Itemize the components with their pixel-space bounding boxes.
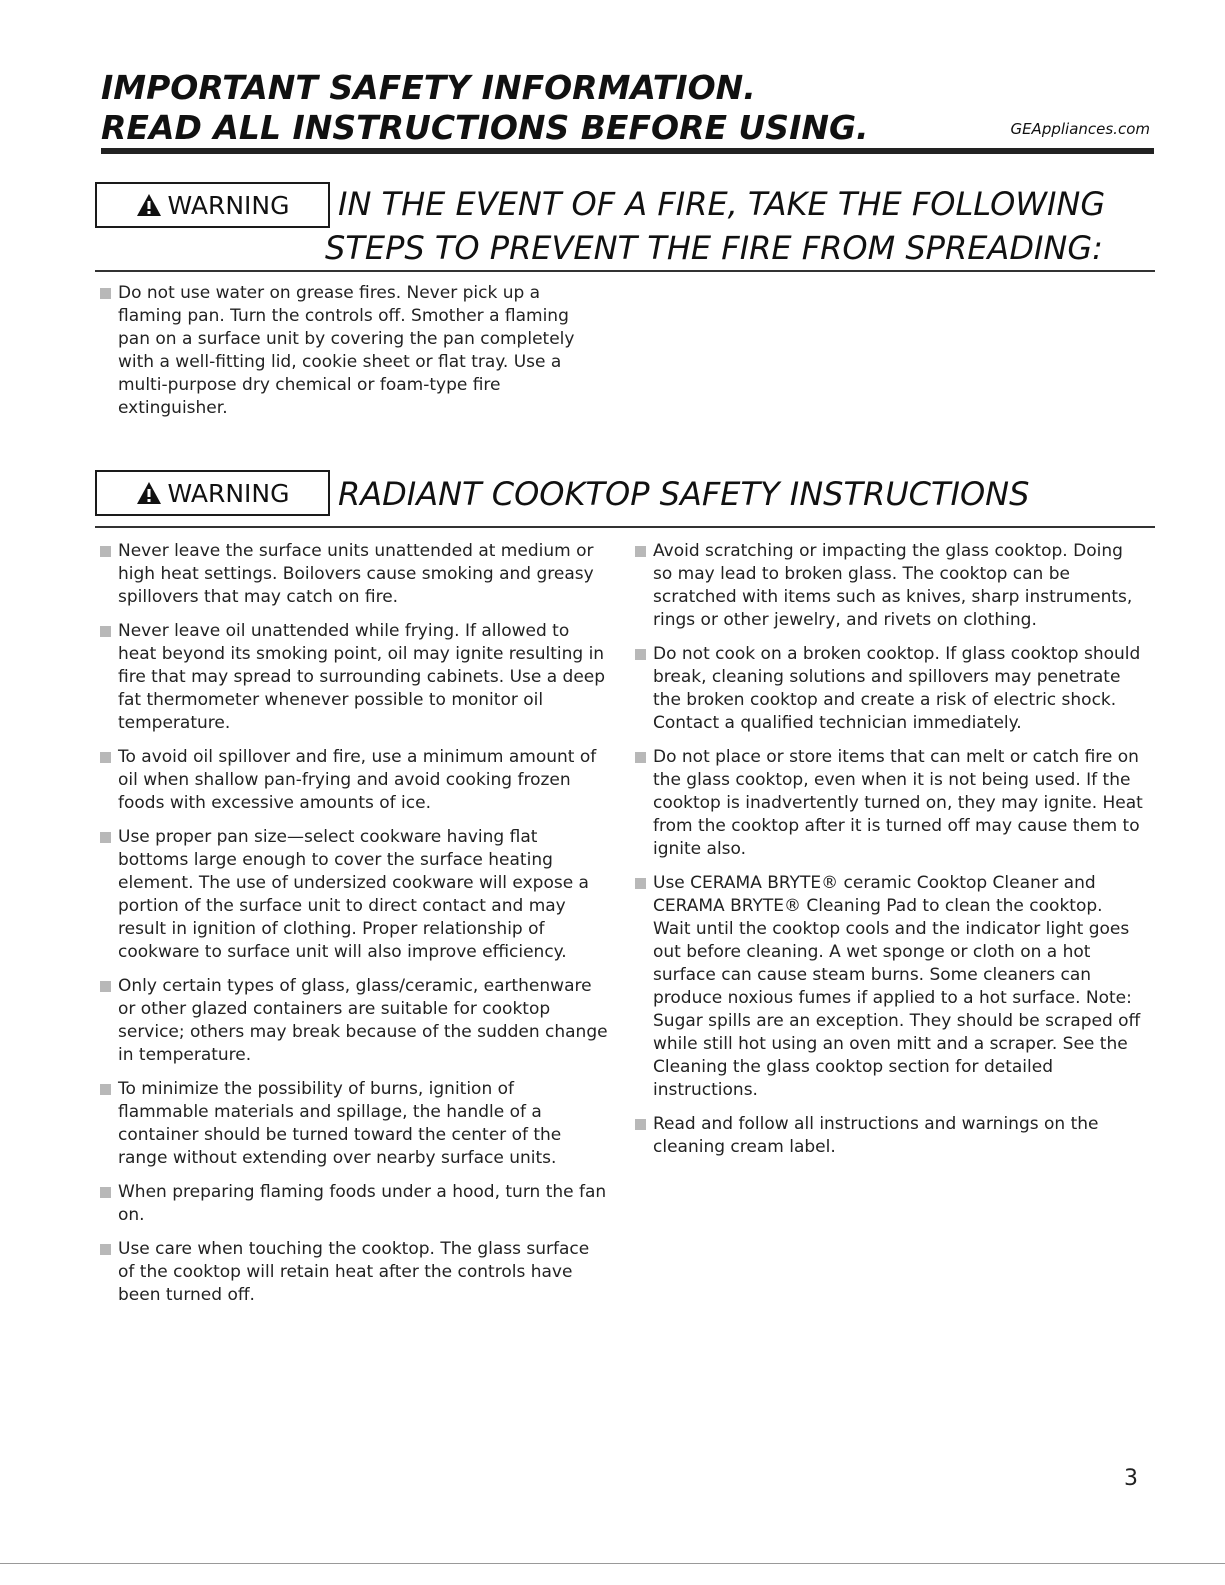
square-bullet-icon [100, 546, 111, 557]
square-bullet-icon [635, 649, 646, 660]
header-title-line2: READ ALL INSTRUCTIONS BEFORE USING. [101, 108, 869, 147]
cooktop-instructions-right-list [633, 540, 1143, 1170]
cooktop-warning-heading [95, 470, 1155, 520]
list-item-text: Do not cook on a broken cooktop. If glass cooktop should break, cleaning solutions and spillovers may penetrate the broken cooktop and create a risk of electric shock. Contact a qualified technician immediately. [653, 644, 1141, 733]
list-item-text: Avoid scratching or impacting the glass cooktop. Doing so may lead to broken glass. The cooktop can be scratched with items such as knives, sharp instruments, rings or other jewelry, and rivets on clothing. [653, 541, 1133, 630]
warning-triangle-icon [136, 193, 162, 217]
fire-steps-list [98, 282, 588, 431]
list-item [633, 746, 1143, 861]
list-item-text: Never leave oil unattended while frying. If allowed to heat beyond its smoking point, oil may ignite resulting in fire that may spread to surrounding cabinets. Use a deep fat thermometer whenever possible to monitor oil temperature. [118, 621, 606, 733]
warning-triangle-icon [136, 481, 162, 505]
page-bottom-edge [0, 1563, 1225, 1564]
square-bullet-icon [635, 878, 646, 889]
list-item [98, 826, 608, 964]
list-item-text: Do not place or store items that can melt or catch fire on the glass cooktop, even when it is not being used. If the cooktop is inadvertently turned on, they may ignite. Heat from the cooktop after it is turned off may cause them to ignite also. [653, 747, 1143, 859]
square-bullet-icon [100, 1244, 111, 1255]
square-bullet-icon [635, 546, 646, 557]
square-bullet-icon [100, 1084, 111, 1095]
page-header [101, 68, 1154, 148]
warning-badge-label: WARNING [167, 190, 290, 220]
list-item-text: Use care when touching the cooktop. The glass surface of the cooktop will retain heat after the controls have been turned off. [118, 1239, 590, 1305]
page-number: 3 [1124, 1466, 1138, 1491]
list-item-text: To minimize the possibility of burns, ignition of flammable materials and spillage, the handle of a container should be turned toward the center of the range without extending over nearby surface units. [118, 1079, 562, 1168]
list-item [98, 282, 588, 420]
section-divider [95, 526, 1155, 528]
list-item [98, 620, 608, 735]
square-bullet-icon [100, 626, 111, 637]
list-item-text: Use CERAMA BRYTE® ceramic Cooktop Cleaner and CERAMA BRYTE® Cleaning Pad to clean the cooktop. Wait until the cooktop cools and the indicator light goes out before cleaning. A wet sponge or cloth on a hot surface can cause steam burns. Some cleaners can produce noxious fumes if applied to a hot surface. Note: Sugar spills are an exception. They should be scraped off while still hot using an oven mitt and a scraper. See the Cleaning the glass cooktop section for detailed instructions. [653, 873, 1141, 1100]
square-bullet-icon [100, 1187, 111, 1198]
fire-warning-title-line2: STEPS TO PREVENT THE FIRE FROM SPREADING: [325, 229, 1103, 267]
list-item-text: Do not use water on grease fires. Never pick up a flaming pan. Turn the controls off. Smother a flaming pan on a surface unit by covering the pan completely with a well-fitting lid, cookie sheet or flat tray. Use a multi-purpose dry chemical or foam-type fire extinguisher. [118, 283, 575, 418]
website-link[interactable]: GEAppliances.com [1010, 120, 1150, 138]
square-bullet-icon [100, 832, 111, 843]
list-item [98, 1181, 608, 1227]
square-bullet-icon [635, 752, 646, 763]
fire-warning-heading [95, 182, 1155, 272]
cooktop-warning-title: RADIANT COOKTOP SAFETY INSTRUCTIONS [338, 475, 1030, 513]
square-bullet-icon [100, 752, 111, 763]
warning-badge-label: WARNING [167, 478, 290, 508]
list-item [98, 746, 608, 815]
list-item [633, 643, 1143, 735]
list-item [98, 975, 608, 1067]
list-item [98, 1238, 608, 1307]
square-bullet-icon [100, 288, 111, 299]
warning-badge [95, 470, 330, 516]
header-divider [101, 148, 1154, 154]
list-item [633, 540, 1143, 632]
cooktop-instructions-left-list [98, 540, 608, 1318]
square-bullet-icon [100, 981, 111, 992]
list-item-text: Use proper pan size—select cookware having flat bottoms large enough to cover the surface heating element. The use of undersized cookware will expose a portion of the surface unit to direct contact and may result in ignition of clothing. Proper relationship of cookware to surface unit will also improve efficiency. [118, 827, 589, 962]
square-bullet-icon [635, 1119, 646, 1130]
list-item-text: Read and follow all instructions and warnings on the cleaning cream label. [653, 1114, 1099, 1157]
list-item-text: To avoid oil spillover and fire, use a minimum amount of oil when shallow pan-frying and avoid cooking frozen foods with excessive amounts of ice. [118, 747, 597, 813]
list-item-text: Only certain types of glass, glass/ceramic, earthenware or other glazed containers are suitable for cooktop service; others may break because of the sudden change in temperature. [118, 976, 608, 1065]
list-item-text: When preparing flaming foods under a hood, turn the fan on. [118, 1182, 607, 1225]
list-item [633, 872, 1143, 1102]
header-title-line1: IMPORTANT SAFETY INFORMATION. [101, 68, 756, 107]
warning-badge [95, 182, 330, 228]
list-item [633, 1113, 1143, 1159]
list-item-text: Never leave the surface units unattended at medium or high heat settings. Boilovers cause smoking and greasy spillovers that may catch on fire. [118, 541, 594, 607]
fire-warning-title-line1: IN THE EVENT OF A FIRE, TAKE THE FOLLOWING [338, 185, 1106, 223]
list-item [98, 540, 608, 609]
section-divider [95, 270, 1155, 272]
list-item [98, 1078, 608, 1170]
